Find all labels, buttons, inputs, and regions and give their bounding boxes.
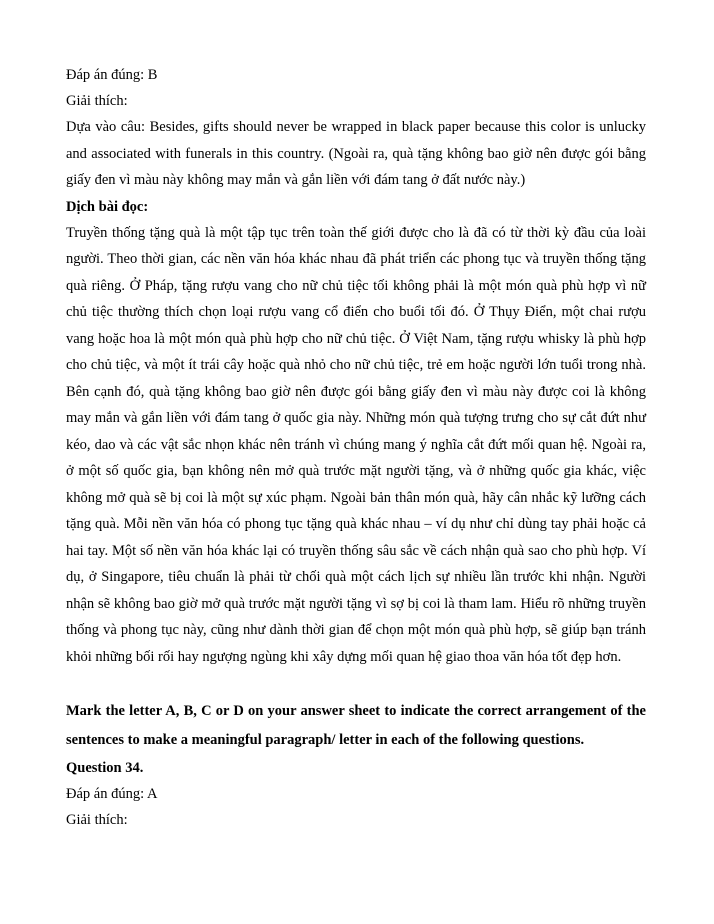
question-answer-label: Đáp án đúng: A	[66, 786, 158, 802]
spacer	[66, 670, 646, 697]
question-title: Question 34.	[66, 760, 144, 776]
answer-label: Đáp án đúng: B	[66, 67, 158, 83]
explanation-label: Giải thích:	[66, 93, 128, 109]
translation-body: Truyền thống tặng quà là một tập tục trên toàn thế giới được cho là đã có từ thời kỳ đầu của loài người. Theo thời gian, các nền văn hóa khác nhau đã phát triển các phong tục và truyền thống tặng quà riêng. Ở Pháp, tặng rượu vang cho nữ chủ tiệc tối không phải là một món quà phù hợp vì nữ chủ tiệc thường thích chọn loại rượu vang cổ điển cho buổi tối đó. Ở Thụy Điển, một chai rượu vang hoặc hoa là một món quà phù hợp cho nữ chủ tiệc. Ở Việt Nam, tặng rượu whisky là phù hợp cho chủ tiệc, và một ít trái cây hoặc quà nhỏ cho nữ chủ tiệc, trẻ em hoặc người lớn tuổi trong nhà. Bên cạnh đó, quà tặng không bao giờ nên được gói bằng giấy đen vì màu này được coi là không may mắn và gắn liền với đám tang ở quốc gia này. Những món quà tượng trưng cho sự cắt đứt như kéo, dao và các vật sắc nhọn khác nên tránh vì chúng mang ý nghĩa cắt đứt mối quan hệ. Ngoài ra, ở một số quốc gia, bạn không nên mở quà trước mặt người tặng, và ở những quốc gia khác, việc không mở quà sẽ bị coi là một sự xúc phạm. Ngoài bản thân món quà, hãy cân nhắc kỹ lưỡng cách tặng quà. Mỗi nền văn hóa có phong tục tặng quà khác nhau – ví dụ như chỉ dùng tay phải hoặc cả hai tay. Một số nền văn hóa khác lại có truyền thống sâu sắc về cách nhận quà sao cho phù hợp. Ví dụ, ở Singapore, tiêu chuẩn là phải từ chối quà một cách lịch sự nhiều lần trước khi nhận. Người nhận sẽ không bao giờ mở quà trước mặt người tặng vì sợ bị coi là tham lam. Hiểu rõ những truyền thống và phong tục này, cũng như dành thời gian để chọn một món quà phù hợp, sẽ giúp bạn tránh khỏi những bối rối hay ngượng ngùng khi xây dựng mối quan hệ giao thoa văn hóa tốt đẹp hơn.	[66, 224, 646, 665]
explanation-text: Dựa vào câu: Besides, gifts should never be wrapped in black paper because this color is unlucky and associated with funerals in this country. (Ngoài ra, quà tặng không bao giờ nên được gói bằng giấy đen vì màu này không may mắn và gắn liền với đám tang ở đất nước này.)	[66, 119, 646, 188]
instruction-text: Mark the letter A, B, C or D on your answer sheet to indicate the correct arrangement of the sentences to make a meaningful paragraph/ letter in each of the following questions.	[66, 703, 646, 748]
document-page	[66, 62, 646, 833]
translation-heading: Dịch bài đọc:	[66, 198, 149, 215]
question-explanation-label: Giải thích:	[66, 812, 128, 828]
